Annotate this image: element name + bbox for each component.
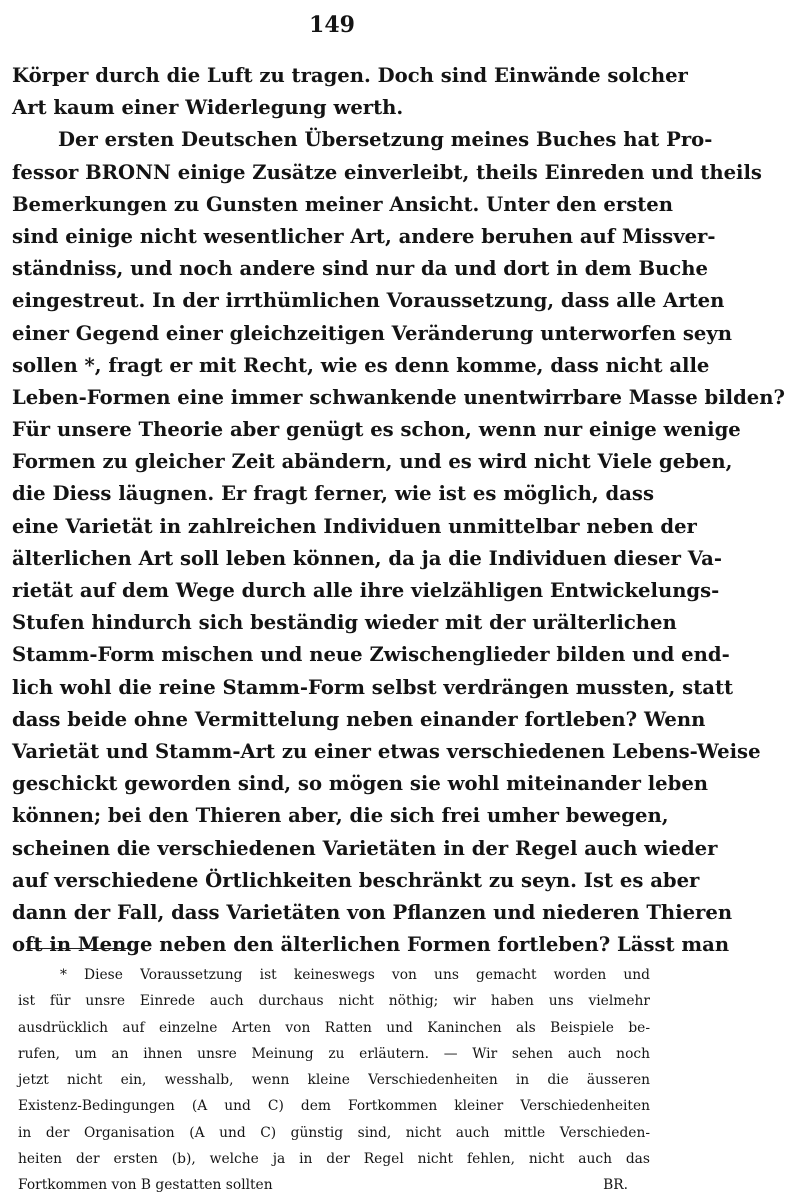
- footnote-line: ausdrücklich auf einzelne Arten von Ratten und Kaninchen als Beispiele be-: [18, 1019, 650, 1036]
- text-line: eingestreut. In der irrthümlichen Voraussetzung, dass alle Arten: [12, 289, 725, 313]
- text-line: Für unsere Theorie aber genügt es schon, wenn nur einige wenige: [12, 418, 741, 442]
- text-line: sollen *, fragt er mit Recht, wie es denn komme, dass nicht alle: [12, 353, 710, 377]
- text-line: sind einige nicht wesentlicher Art, andere beruhen auf Missver-: [12, 224, 716, 248]
- text-line: Formen zu gleicher Zeit abändern, und es wird nicht Viele geben,: [12, 450, 733, 474]
- text-line: Bemerkungen zu Gunsten meiner Ansicht. Unter den ersten: [12, 192, 673, 216]
- footnote-line: Fortkommen von B gestatten sollten: [18, 1177, 273, 1194]
- text-line: Stufen hindurch sich beständig wieder mit der urälterlichen: [12, 611, 677, 635]
- text-line: Varietät und Stamm-Art zu einer etwas verschiedenen Lebens-Weise: [12, 739, 761, 763]
- text-line: einer Gegend einer gleichzeitigen Veränderung unterworfen seyn: [12, 321, 732, 345]
- text-line: oft in Menge neben den älterlichen Formen fortleben? Lässt man: [12, 933, 730, 957]
- text-line: älterlichen Art soll leben können, da ja die Individuen dieser Va-: [12, 546, 723, 570]
- text-line: können; bei den Thieren aber, die sich frei umher bewegen,: [12, 804, 669, 828]
- text-line: fessor BRONN einige Zusätze einverleibt, theils Einreden und theils: [12, 160, 762, 184]
- text-line: ständniss, und noch andere sind nur da und dort in dem Buche: [12, 257, 708, 281]
- text-line: scheinen die verschiedenen Varietäten in der Regel auch wieder: [12, 836, 718, 860]
- text-line: auf verschiedene Örtlichkeiten beschränkt zu seyn. Ist es aber: [12, 868, 700, 892]
- footnote-line: Existenz-Bedingungen (A und C) dem Fortkommen kleiner Verschiedenheiten: [18, 1098, 650, 1115]
- text-line: die Diess läugnen. Er fragt ferner, wie ist es möglich, dass: [12, 482, 654, 506]
- footnote-separator: [28, 948, 128, 949]
- body-text: [12, 60, 785, 961]
- footnote-line: * Diese Voraussetzung ist keineswegs von uns gemacht worden und: [60, 967, 650, 983]
- text-line: geschickt geworden sind, so mögen sie wohl miteinander leben: [12, 772, 709, 796]
- text-line: dann der Fall, dass Varietäten von Pflanzen und niederen Thieren: [12, 900, 733, 924]
- text-line: eine Varietät in zahlreichen Individuen unmittelbar neben der: [12, 514, 697, 538]
- text-line: Körper durch die Luft zu tragen. Doch sind Einwände solcher: [12, 64, 688, 87]
- footnote-line: jetzt nicht ein, wesshalb, wenn kleine Verschiedenheiten in die äusseren: [18, 1072, 650, 1089]
- page-number: 149: [309, 12, 355, 38]
- text-line: Art kaum einer Widerlegung werth.: [12, 96, 404, 120]
- text-line: Stamm-Form mischen und neue Zwischenglieder bilden und end-: [12, 643, 730, 667]
- footnote-line: in der Organisation (A und C) günstig sind, nicht auch mittle Verschieden-: [18, 1124, 650, 1141]
- footnote-line: ist für unsre Einrede auch durchaus nicht nöthig; wir haben uns vielmehr: [18, 993, 650, 1010]
- text-line: rietät auf dem Wege durch alle ihre vielzähligen Entwickelungs-: [12, 579, 720, 602]
- footnote-signature: BR.: [603, 1177, 628, 1194]
- text-line: dass beide ohne Vermittelung neben einander fortleben? Wenn: [12, 707, 706, 731]
- footnote-line: rufen, um an ihnen unsre Meinung zu erläutern. — Wir sehen auch noch: [18, 1045, 650, 1062]
- footnote-last-line: [18, 1172, 650, 1198]
- footnote: [18, 962, 650, 1199]
- text-line: Der ersten Deutschen Übersetzung meines Buches hat Pro-: [58, 128, 713, 152]
- text-line: Leben-Formen eine immer schwankende unentwirrbare Masse bilden?: [12, 385, 785, 409]
- footnote-line: heiten der ersten (b), welche ja in der Regel nicht fehlen, nicht auch das: [18, 1151, 650, 1168]
- text-line: lich wohl die reine Stamm-Form selbst verdrängen mussten, statt: [12, 675, 734, 699]
